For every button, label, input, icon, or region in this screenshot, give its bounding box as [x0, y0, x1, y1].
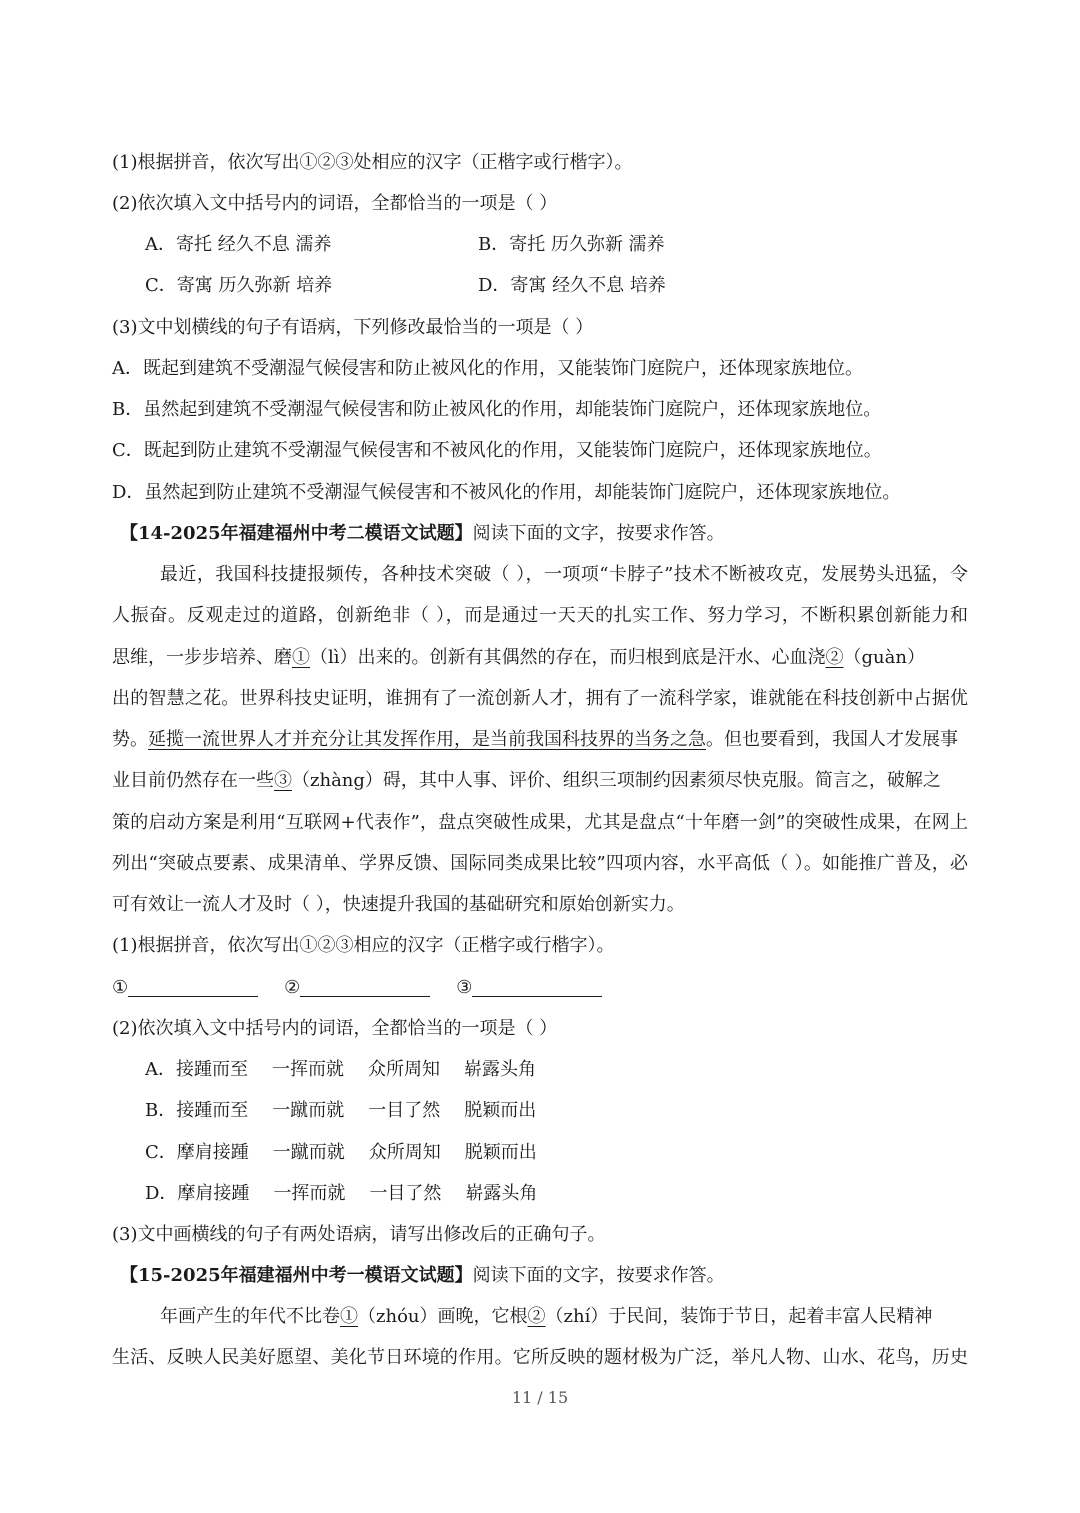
- q14-passage-line-7: 策的启动方案是利用“互联网+代表作”，盘点突破性成果，尤其是盘点“十年磨一剑”的突破性成果，在网上: [112, 812, 968, 833]
- q13-sub3: (3)文中划横线的句子有语病，下列修改最恰当的一项是（ ）: [112, 317, 594, 338]
- q14-option-d-4: 崭露头角: [465, 1183, 538, 1204]
- q14-instruction: 阅读下面的文字，按要求作答。: [472, 523, 725, 544]
- q14-option-b-2: 一蹴而就: [272, 1100, 345, 1121]
- q15-blank-1: ①: [340, 1306, 358, 1327]
- q14-answer-line-1: [128, 976, 258, 997]
- q13-sub1: (1)根据拼音，依次写出①②③处相应的汉字（正楷字或行楷字）。: [112, 152, 633, 173]
- q14-option-b-4: 脱颖而出: [464, 1100, 537, 1121]
- q14-passage-line-1: 最近，我国科技捷报频传，各种技术突破（ ），一项项“卡脖子”技术不断被攻克，发展势头迅猛，令: [160, 564, 968, 585]
- q14-text: 。但也要看到，我国人才发展事: [706, 729, 958, 750]
- q14-answer-blanks: [112, 973, 982, 1003]
- q14-blank-2: ②: [825, 647, 844, 668]
- page-number: 11 / 15: [511, 1388, 569, 1407]
- q14-source: 【14-2025年福建福州中考二模语文试题】: [120, 523, 473, 544]
- q14-blank-1: ①: [292, 647, 310, 668]
- q14-option-a-2: 一挥而就: [272, 1059, 344, 1080]
- q14-heading: [120, 519, 990, 549]
- q14-sub3: (3)文中画横线的句子有两处语病，请写出修改后的正确句子。: [112, 1224, 606, 1245]
- q14-answer-label-2: ②: [284, 977, 301, 998]
- q14-option-d-3: 一目了然: [369, 1183, 442, 1204]
- q14-answer-label-3: ③: [456, 977, 473, 998]
- q13-options-row-2: [145, 271, 1015, 301]
- q14-underlined-sentence: 延揽一流世界人才并充分让其发挥作用，是当前我国科技界的当务之急: [148, 729, 706, 750]
- q13-fix-b: B．虽然起到建筑不受潮湿气候侵害和防止被风化的作用，却能装饰门庭院户，还体现家族地位。: [112, 399, 882, 420]
- q14-option-b-1: B．接踵而至: [145, 1100, 249, 1121]
- q14-text: （guàn）: [843, 647, 925, 668]
- q15-text: （zhí）于民间，装饰于节日，起着丰富人民精神: [545, 1306, 933, 1327]
- q14-option-b-3: 一目了然: [368, 1100, 441, 1121]
- q13-fix-d: D．虽然起到防止建筑不受潮湿气候侵害和不被风化的作用，却能装饰门庭院户，还体现家族地位。: [112, 482, 901, 503]
- q14-option-d-1: D．摩肩接踵: [145, 1183, 250, 1204]
- q14-passage-line-5: [112, 725, 982, 755]
- q14-text: 势。: [112, 729, 148, 750]
- q14-passage-line-2: 人振奋。反观走过的道路，创新绝非（ ），而是通过一天天的扎实工作、努力学习，不断积累创新能力和: [112, 605, 968, 626]
- q13-option-b: B．寄托 历久弥新 濡养: [478, 234, 665, 255]
- q14-answer-line-3: [472, 976, 602, 997]
- q14-option-a-1: A．接踵而至: [145, 1059, 248, 1080]
- q13-sub2: (2)依次填入文中括号内的词语，全都恰当的一项是（ ）: [112, 193, 558, 214]
- q14-text: （zhàng）碍，其中人事、评价、组织三项制约因素须尽快克服。简言之，破解之: [292, 770, 941, 791]
- q13-options-row-1: [145, 230, 1015, 260]
- q13-option-c: C．寄寓 历久弥新 培养: [145, 275, 333, 296]
- q15-text: 年画产生的年代不比卷: [160, 1306, 340, 1327]
- q14-text: （lì）出来的。创新有其偶然的存在，而归根到底是汗水、心血浇: [310, 647, 826, 668]
- q14-option-a-4: 崭露头角: [464, 1059, 536, 1080]
- q14-answer-label-1: ①: [112, 977, 129, 998]
- q14-option-c-1: C．摩肩接踵: [145, 1142, 249, 1163]
- q13-option-d: D．寄寓 经久不息 培养: [478, 275, 666, 296]
- q14-option-c: [145, 1138, 1015, 1168]
- q15-instruction: 阅读下面的文字，按要求作答。: [472, 1265, 725, 1286]
- q14-option-d-2: 一挥而就: [273, 1183, 346, 1204]
- q14-option-a-3: 众所周知: [368, 1059, 440, 1080]
- q14-sub1: (1)根据拼音，依次写出①②③相应的汉字（正楷字或行楷字）。: [112, 935, 615, 956]
- q15-blank-2: ②: [527, 1306, 546, 1327]
- q14-passage-line-6: [112, 766, 982, 796]
- q13-fix-a: A．既起到建筑不受潮湿气候侵害和防止被风化的作用，又能装饰门庭院户，还体现家族地位。: [112, 358, 863, 379]
- q15-passage-line-2: 生活、反映人民美好愿望、美化节日环境的作用。它所反映的题材极为广泛，举凡人物、山水、花鸟，历史: [112, 1347, 968, 1368]
- q14-option-d: [145, 1179, 1015, 1209]
- q14-sub2: (2)依次填入文中括号内的词语，全都恰当的一项是（ ）: [112, 1018, 558, 1039]
- q14-passage-line-8: 列出“突破点要素、成果清单、学界反馈、国际同类成果比较”四项内容，水平高低（ ）。如能推广普及，必: [112, 853, 968, 874]
- q15-source: 【15-2025年福建福州中考一模语文试题】: [120, 1265, 473, 1286]
- q14-option-b: [145, 1096, 1015, 1126]
- q14-text: 业目前仍然存在一些: [112, 770, 274, 791]
- q14-option-c-4: 脱颖而出: [464, 1142, 537, 1163]
- q14-passage-line-9: 可有效让一流人才及时（ ），快速提升我国的基础研究和原始创新实力。: [112, 894, 685, 915]
- q13-option-a: A．寄托 经久不息 濡养: [145, 234, 332, 255]
- q15-passage-line-1: [160, 1302, 1030, 1332]
- q14-answer-line-2: [300, 976, 430, 997]
- q15-heading: [120, 1261, 990, 1291]
- q14-blank-3: ③: [274, 770, 292, 791]
- q15-text: （zhóu）画晚，它根: [358, 1306, 528, 1327]
- q14-option-c-2: 一蹴而就: [272, 1142, 345, 1163]
- q13-fix-c: C．既起到防止建筑不受潮湿气候侵害和不被风化的作用，又能装饰门庭院户，还体现家族地位。: [112, 440, 882, 461]
- q14-text: 思维，一步步培养、磨: [112, 647, 292, 668]
- q14-option-c-3: 众所周知: [368, 1142, 441, 1163]
- q14-option-a: [145, 1055, 1015, 1085]
- q14-passage-line-4: 出的智慧之花。世界科技史证明，谁拥有了一流创新人才，拥有了一流科学家，谁就能在科技创新中占据优: [112, 688, 968, 709]
- q14-passage-line-3: [112, 643, 982, 673]
